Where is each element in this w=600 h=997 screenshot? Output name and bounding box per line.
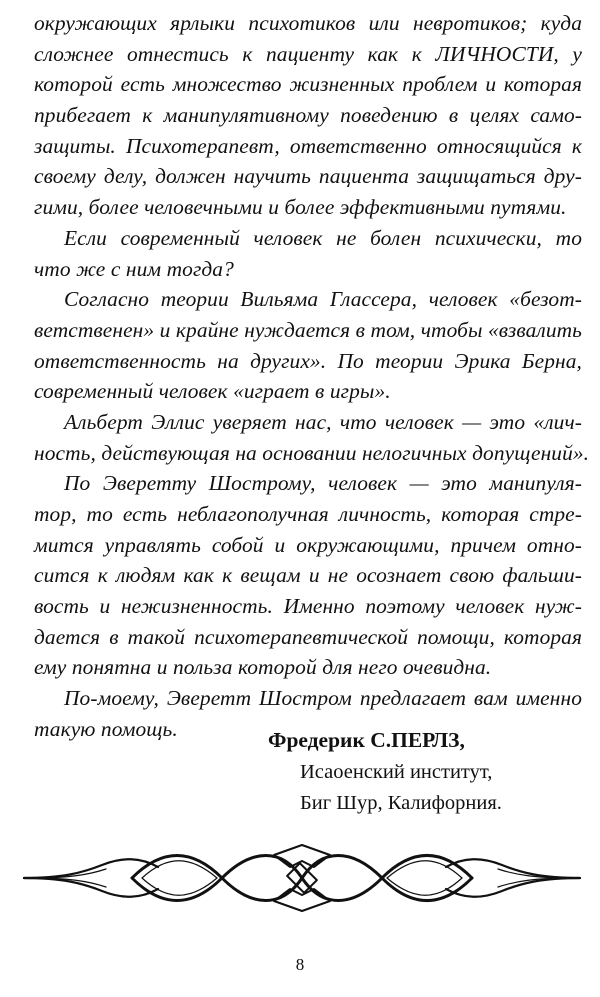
text-line: ему понятна и польза которой для него очевидна. <box>34 655 492 680</box>
text-line: вость и нежизненность. Именно поэтому человек нуж- <box>34 594 582 619</box>
text-line: Если современный человек не болен психически, то <box>64 225 582 250</box>
text-line: защиты. Психотерапевт, ответственно относящийся к <box>34 133 582 158</box>
text-line: Альберт Эллис уверяет нас, что человек — это «лич- <box>64 409 582 434</box>
text-line: современный человек «играет в игры». <box>34 379 391 404</box>
text-line: ветственен» и крайне нуждается в том, чтобы «взвалить <box>34 317 582 342</box>
text-line: сложнее отнестись к пациенту как к ЛИЧНОСТИ, у <box>34 41 582 66</box>
text-line: такую помощь. <box>34 716 178 741</box>
text-line: прибегает к манипулятивному поведению в целях само- <box>34 103 582 128</box>
page-number: 8 <box>295 955 305 974</box>
author-name: Фредерик С.ПЕРЛЗ, <box>268 728 465 752</box>
text-line: сится к людям как к вещам и не осознает свою фальши- <box>34 563 582 588</box>
text-line: По Эверетту Шострому, человек — это манипуля- <box>64 471 582 496</box>
decorative-knot-border-icon <box>22 843 582 913</box>
author-institute: Исаоенский институт, <box>300 761 493 783</box>
text-line: своему делу, должен научить пациента защищаться дру- <box>34 164 582 189</box>
text-line: Согласно теории Вильяма Глассера, человек «безот- <box>64 287 582 312</box>
text-line: ответственность на других». По теории Эрика Берна, <box>34 348 582 373</box>
text-line: По-моему, Эверетт Шостром предлагает вам именно <box>64 686 582 711</box>
text-line: тор, то есть неблагополучная личность, которая стре- <box>34 502 582 526</box>
text-line: что же с ним тогда? <box>34 256 234 281</box>
text-line: ность, действующая на основании нелогичных допущений». <box>34 440 590 465</box>
text-line: гими, более человечными и более эффективными путями. <box>34 195 567 220</box>
body-text <box>34 8 590 745</box>
text-line: которой есть множество жизненных проблем и которая <box>34 72 582 97</box>
text-line: мится управлять собой и окружающими, причем отно- <box>34 532 582 557</box>
text-line: окружающих ярлыки психотиков или невротиков; куда <box>34 11 582 35</box>
text-line: дается в такой психотерапевтической помощи, которая <box>34 624 582 649</box>
author-location: Биг Шур, Калифорния. <box>300 792 502 814</box>
